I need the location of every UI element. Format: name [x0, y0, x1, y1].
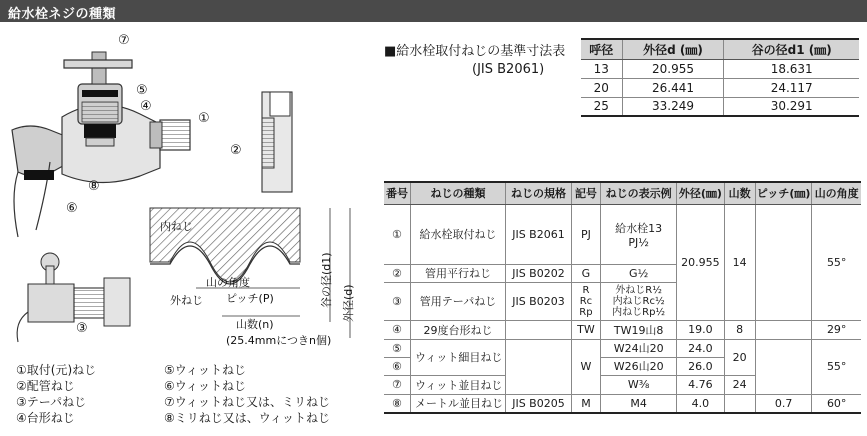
label-outer-diameter: 外径(d) — [342, 284, 355, 322]
table-cell: JIS B0205 — [505, 394, 571, 413]
legend-item: ②配管ねじ — [16, 379, 75, 393]
table-cell: 55° — [812, 204, 861, 320]
table-cell: 55° — [812, 339, 861, 394]
column-header: ねじの表示例 — [600, 182, 676, 204]
column-header: 呼径 — [581, 39, 622, 59]
column-header: 外径d (㎜) — [622, 39, 724, 59]
table-cell: ⑦ — [384, 375, 410, 394]
marker-4: ④ — [140, 99, 152, 114]
table-cell: ウィット並目ねじ — [410, 375, 505, 394]
table-row — [581, 59, 859, 78]
table-cell: 18.631 — [724, 59, 859, 78]
table-cell: 20 — [581, 78, 622, 97]
column-header: ねじの種類 — [410, 182, 505, 204]
label-outer-thread: 外ねじ — [170, 294, 203, 307]
table-cell — [755, 320, 812, 339]
standard-dimension-table — [581, 38, 859, 117]
table-cell: 4.0 — [677, 394, 724, 413]
table-cell: ④ — [384, 320, 410, 339]
example-line: 内ねじRc½ — [612, 295, 665, 307]
table-row — [581, 97, 859, 116]
symbol-line: Rc — [579, 295, 593, 307]
label-thread-count: 山数(n) — [236, 318, 274, 331]
marker-7: ⑦ — [118, 33, 130, 48]
legend-item: ⑥ウィットねじ — [164, 379, 247, 393]
label-pitch: ピッチ(P) — [226, 292, 274, 305]
table-cell: ② — [384, 264, 410, 282]
table-cell: 26.441 — [622, 78, 724, 97]
table-cell: 13 — [581, 59, 622, 78]
standard-table-heading: ■給水栓取付ねじの基準寸法表 — [384, 44, 566, 59]
table-cell — [600, 204, 676, 264]
symbol-line: Rp — [579, 306, 593, 318]
table-cell: W — [571, 339, 600, 394]
table-cell: ① — [384, 204, 410, 264]
table-row — [384, 394, 861, 413]
marker-2: ② — [230, 143, 242, 158]
table-cell: 24 — [724, 375, 755, 394]
legend-item: ①取付(元)ねじ — [16, 363, 97, 377]
table-cell — [600, 282, 676, 320]
table-cell: 管用平行ねじ — [410, 264, 505, 282]
marker-6: ⑥ — [66, 201, 78, 216]
marker-1: ① — [198, 111, 210, 126]
table-cell: 給水栓取付ねじ — [410, 204, 505, 264]
table-cell: M — [571, 394, 600, 413]
table-cell — [755, 339, 812, 394]
marker-5: ⑤ — [136, 83, 148, 98]
table-cell: 14 — [724, 204, 755, 320]
column-header: ピッチ(㎜) — [755, 182, 812, 204]
table-cell — [505, 339, 571, 394]
legend-item: ⑦ウィットねじ又は、ミリねじ — [164, 395, 331, 409]
faucet-thread-illustration — [0, 22, 370, 362]
example-line: 給水栓13 — [615, 221, 663, 235]
column-header: 番号 — [384, 182, 410, 204]
table-cell: ⑤ — [384, 339, 410, 357]
label-thread-count-note: (25.4mmにつきn個) — [226, 334, 332, 347]
table-cell: W26山20 — [600, 357, 676, 375]
pipe-section-drawing — [262, 92, 292, 192]
column-header: 谷の径d1 (㎜) — [724, 39, 859, 59]
label-thread-angle: 山の角度 — [206, 276, 250, 289]
table-cell: ウィット細目ねじ — [410, 339, 505, 375]
table-row — [384, 320, 861, 339]
table-cell: M4 — [600, 394, 676, 413]
table-cell: ③ — [384, 282, 410, 320]
marker-3: ③ — [76, 321, 88, 336]
table-cell — [724, 394, 755, 413]
table-cell — [755, 204, 812, 320]
table-cell: 30.291 — [724, 97, 859, 116]
table-cell — [571, 282, 600, 320]
section-title-bar — [0, 0, 867, 22]
table-cell: ⑧ — [384, 394, 410, 413]
table-cell: 60° — [812, 394, 861, 413]
table-cell: 33.249 — [622, 97, 724, 116]
table-cell: 25 — [581, 97, 622, 116]
example-line: 外ねじR½ — [615, 284, 662, 296]
standard-table-code: (JIS B2061) — [472, 62, 545, 77]
table-cell: W⅜ — [600, 375, 676, 394]
table-cell: 4.76 — [677, 375, 724, 394]
table-cell: 20.955 — [622, 59, 724, 78]
column-header: 山数 — [724, 182, 755, 204]
side-faucet-drawing — [17, 253, 130, 342]
example-line: 内ねじRp½ — [612, 306, 666, 318]
table-cell: JIS B0203 — [505, 282, 571, 320]
label-inner-thread: 内ねじ — [160, 220, 193, 233]
column-header: 外径(㎜) — [677, 182, 724, 204]
table-row — [384, 204, 861, 264]
section-title: 給水栓ネジの種類 — [8, 7, 117, 22]
column-header: 山の角度 — [812, 182, 861, 204]
table-cell: ⑥ — [384, 357, 410, 375]
table-cell: 24.0 — [677, 339, 724, 357]
table-cell: JIS B0202 — [505, 264, 571, 282]
legend-item: ④台形ねじ — [16, 411, 75, 425]
table-cell: 19.0 — [677, 320, 724, 339]
table-cell: TW19山8 — [600, 320, 676, 339]
table-row — [384, 339, 861, 357]
spout-ring — [24, 170, 54, 180]
column-header: 記号 — [571, 182, 600, 204]
marker-8: ⑧ — [88, 179, 100, 194]
table-cell: 20.955 — [677, 204, 724, 320]
example-line: PJ½ — [628, 235, 649, 249]
table-cell: 24.117 — [724, 78, 859, 97]
table-cell: PJ — [571, 204, 600, 264]
table-cell: G — [571, 264, 600, 282]
table-cell: メートル並目ねじ — [410, 394, 505, 413]
table-cell: TW — [571, 320, 600, 339]
label-root-diameter: 谷の径(d1) — [320, 252, 333, 308]
table-cell: 26.0 — [677, 357, 724, 375]
column-header: ねじの規格 — [505, 182, 571, 204]
table-cell: 管用テーパねじ — [410, 282, 505, 320]
table-row — [581, 78, 859, 97]
thread-type-table — [384, 181, 861, 414]
symbol-line: R — [582, 284, 590, 296]
legend-item: ⑧ミリねじ又は、ウィットねじ — [164, 411, 331, 425]
table-cell — [505, 320, 571, 339]
table-cell: 0.7 — [755, 394, 812, 413]
table-cell: JIS B2061 — [505, 204, 571, 264]
table-cell: G½ — [600, 264, 676, 282]
table-cell: 29度台形ねじ — [410, 320, 505, 339]
legend-item: ⑤ウィットねじ — [164, 363, 247, 377]
table-cell: 29° — [812, 320, 861, 339]
table-cell: 8 — [724, 320, 755, 339]
legend-item: ③テーパねじ — [16, 395, 87, 409]
table-cell: W24山20 — [600, 339, 676, 357]
table-cell: 20 — [724, 339, 755, 375]
